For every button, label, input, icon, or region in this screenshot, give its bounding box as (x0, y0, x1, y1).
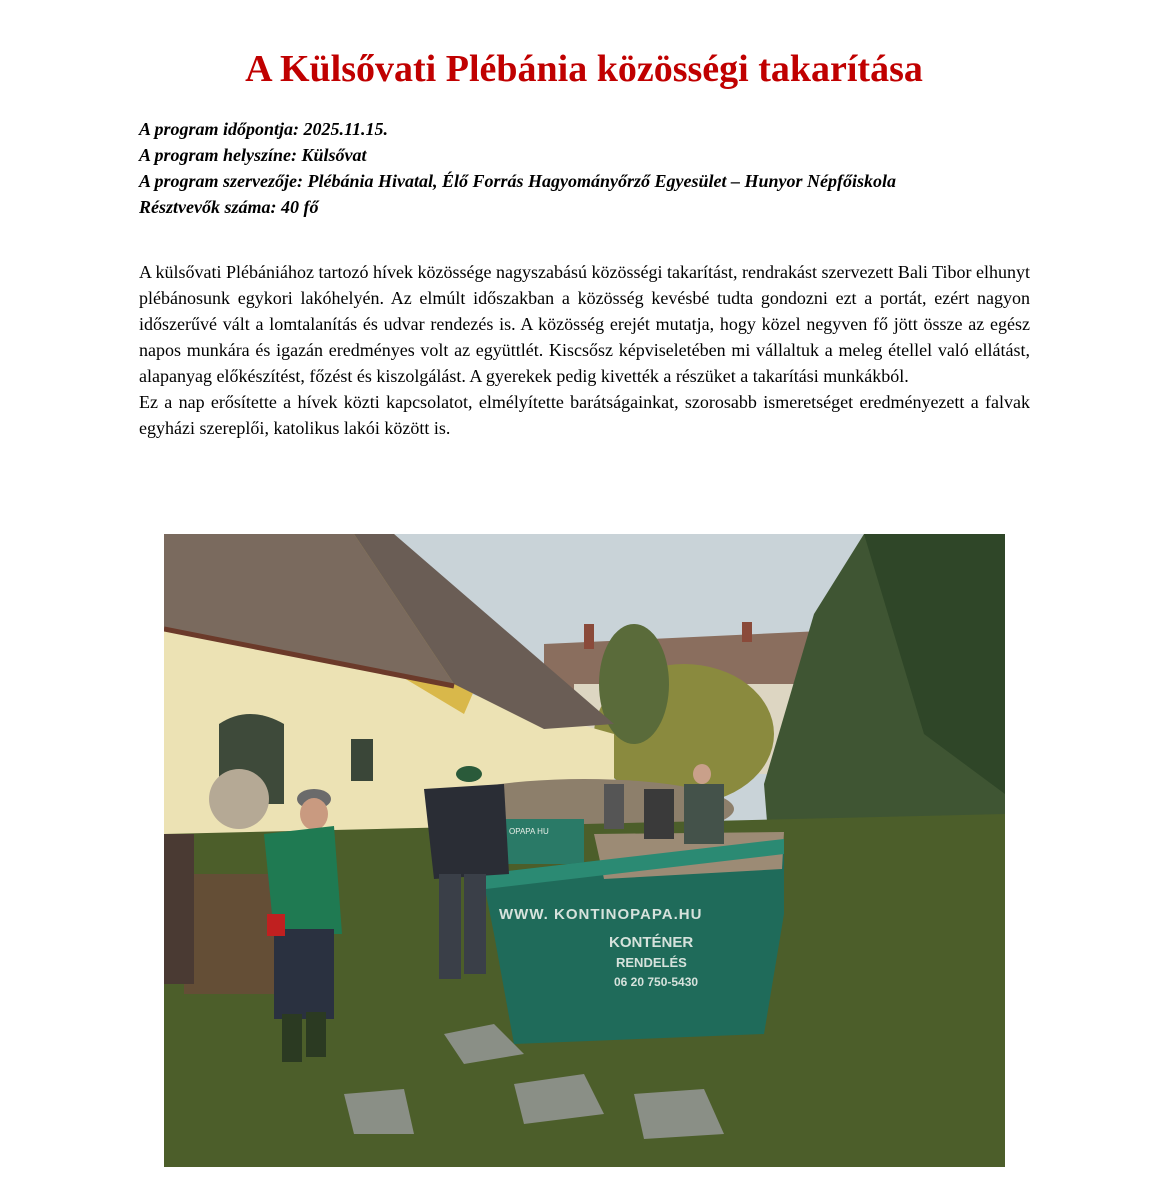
paragraph-1: A külsővati Plébániához tartozó hívek közössége nagyszabású közösségi takarítást, rendrakást szervezett Bali Tibor elhunyt plébánosunk egykori lakóhelyén. Az elmúlt időszakban a közösség kevésbé tudta gondozni ezt a portát, ezért nagyon időszerűvé vált a lomtalanítás és udvar rendezés is. A közösség erejét mutatja, hogy közel negyven fő jött össze az egész napos munkára és igazán eredményes volt az együttlét. Kiscsősz képviseletében mi vállaltuk a meleg étellel való ellátást, alapanyag előkészítést, főzést és kiszolgálást. A gyerekek pedig kivették a részüket a takarítási munkákból. (139, 262, 1030, 386)
container-text-konténer: KONTÉNER (609, 934, 694, 951)
program-date: A program időpontja: 2025.11.15. (139, 119, 389, 139)
container-url-text: WWW. KONTINOPAPA.HU (499, 906, 703, 923)
program-details (139, 116, 1030, 220)
article-body (139, 259, 1030, 441)
back-container-label: OPAPA HU (509, 827, 549, 836)
participant-count: Résztvevők száma: 40 fő (139, 197, 319, 217)
person-dark-jacket (424, 784, 509, 879)
paragraph-2: Ez a nap erősítette a hívek közti kapcsolatot, elmélyítette barátságainkat, szorosabb ismeretséget eredményezett a falvak egyházi szereplői, katolikus lakói között is. (139, 392, 1030, 438)
program-location: A program helyszíne: Külsővat (139, 145, 367, 165)
container-phone-text: 06 20 750-5430 (614, 975, 699, 989)
program-organizer: A program szervezője: Plébánia Hivatal, Élő Forrás Hagyományőrző Egyesület – Hunyor Népfőiskola (139, 171, 897, 191)
page-title: A Külsővati Plébánia közösségi takarítása (245, 48, 923, 90)
event-photo (164, 534, 1005, 1167)
container-text-rendelés: RENDELÉS (616, 955, 687, 970)
